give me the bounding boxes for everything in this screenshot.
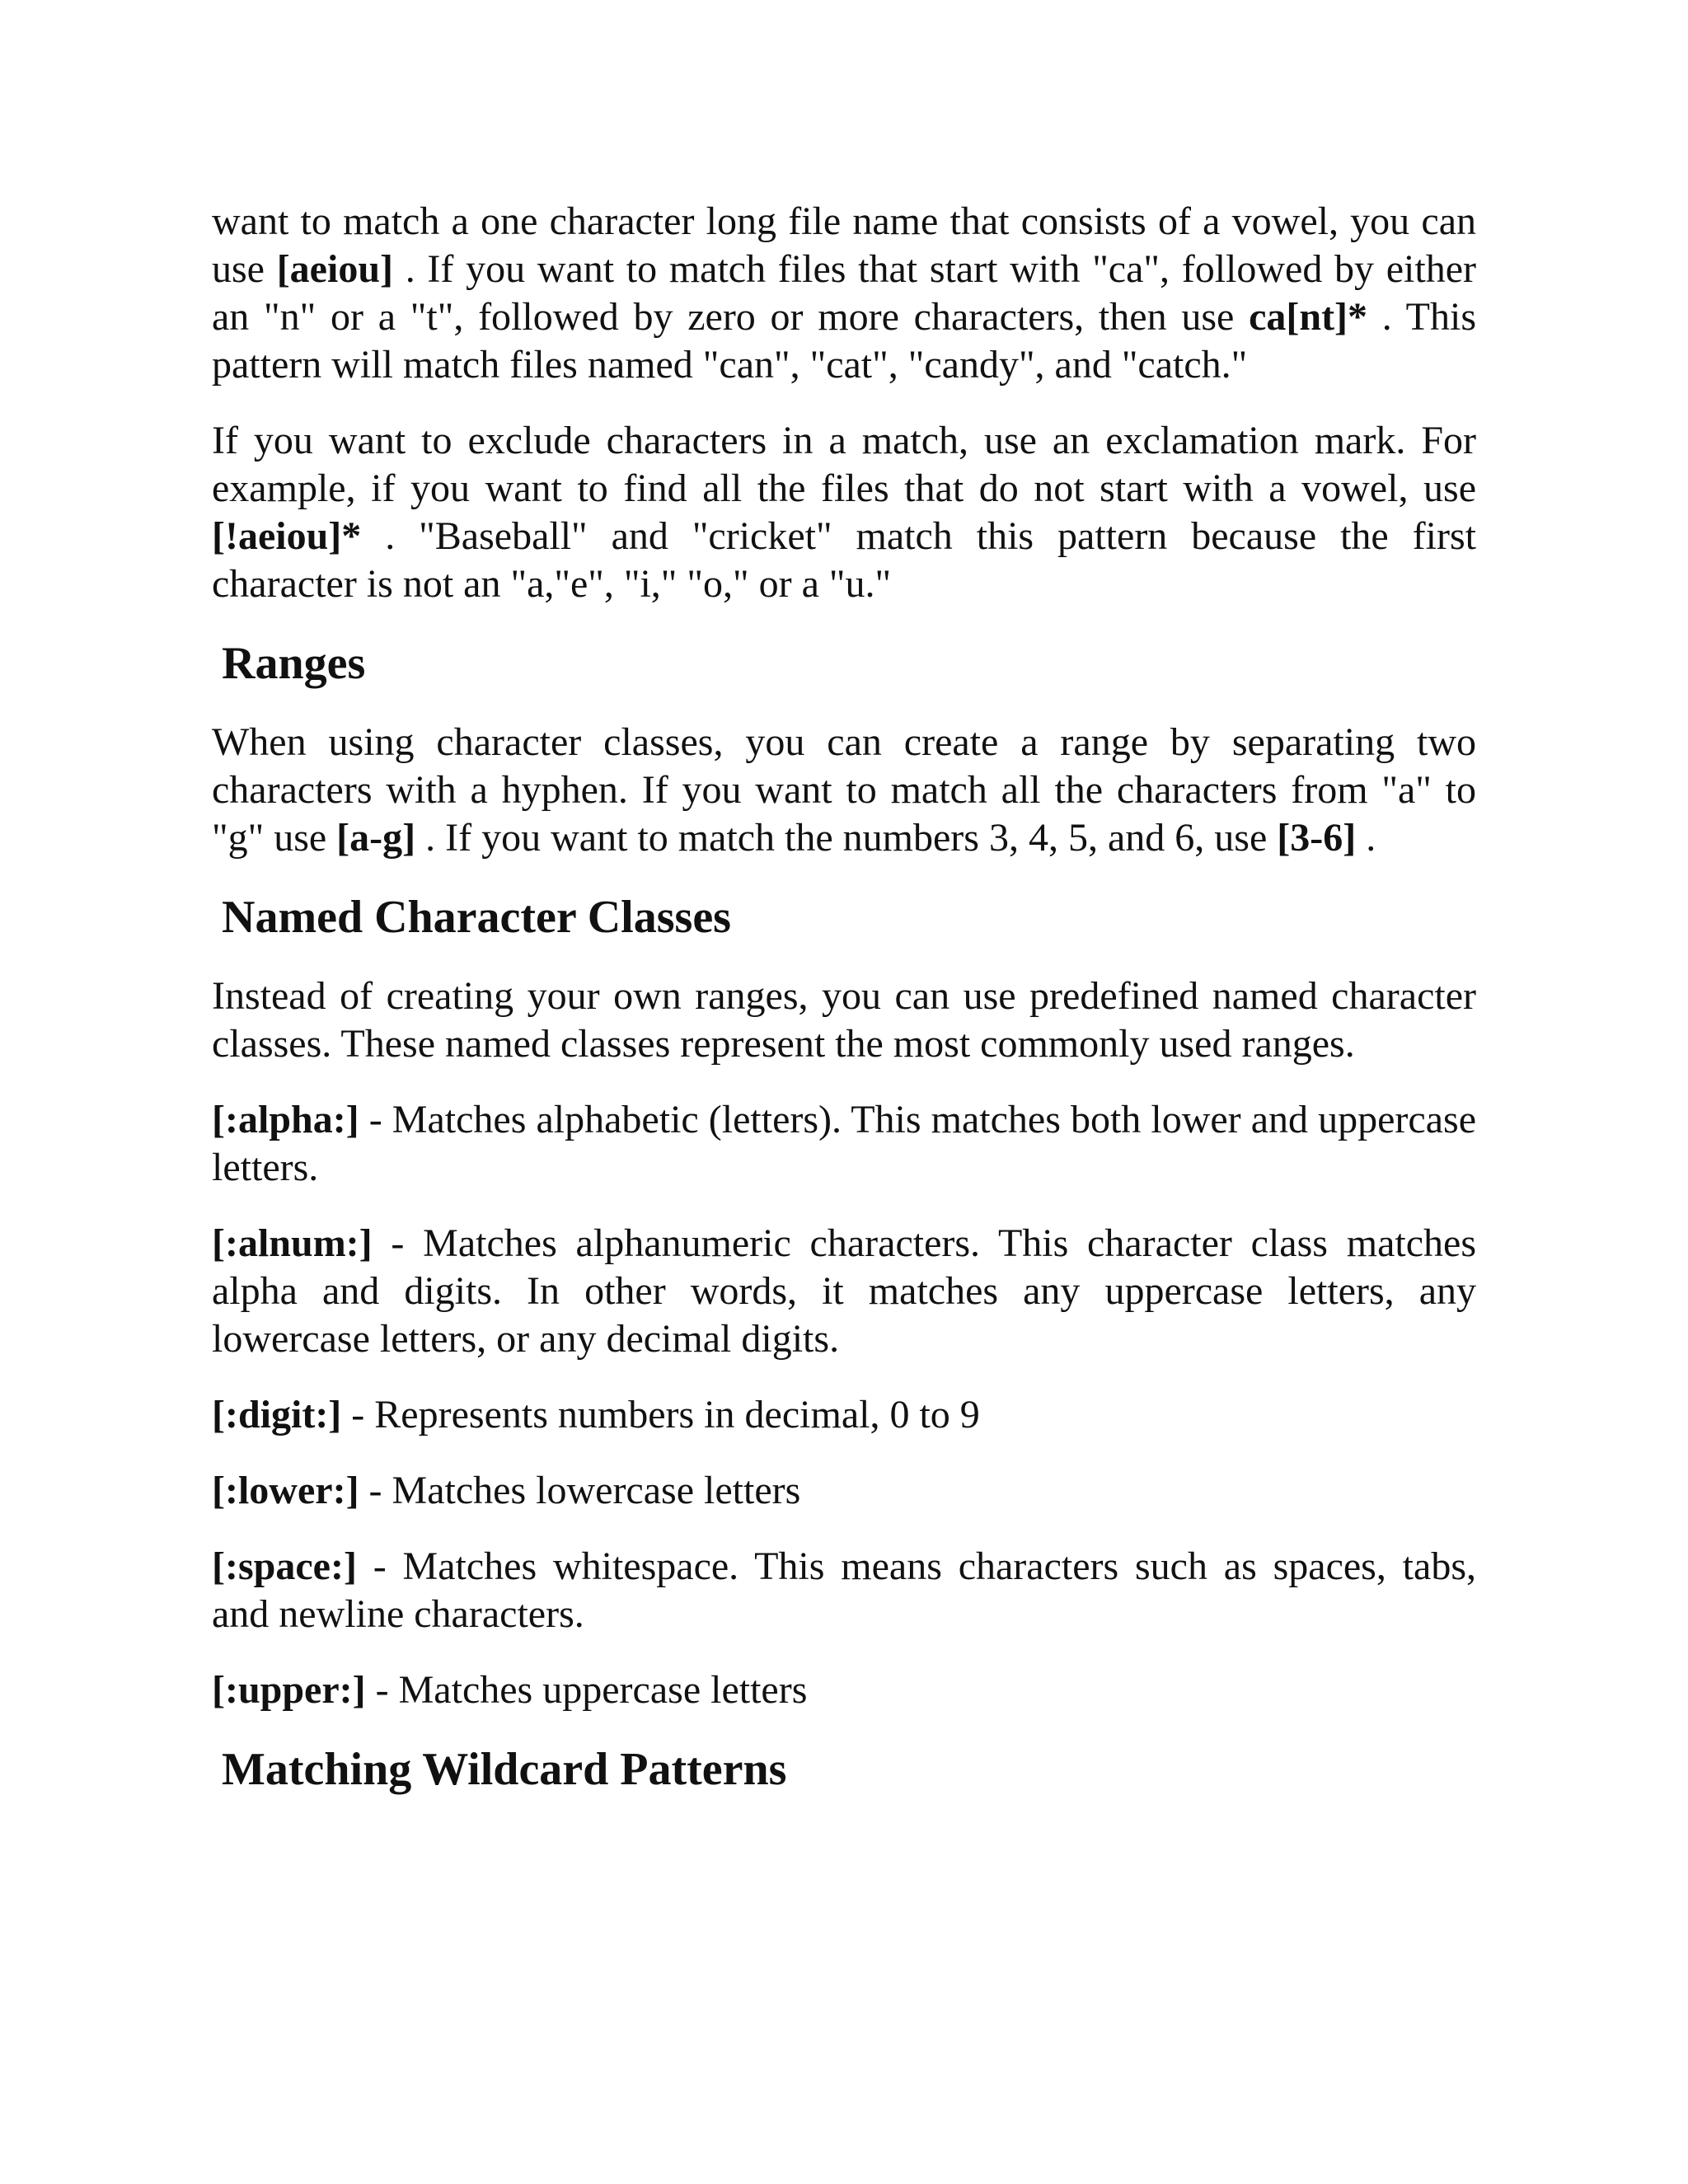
heading-named-character-classes: Named Character Classes — [222, 892, 731, 943]
class-term: [:digit:] — [212, 1393, 342, 1436]
code-ca-nt: ca[nt]* — [1249, 295, 1368, 339]
class-description: - Matches uppercase letters — [365, 1668, 808, 1712]
document-page — [212, 198, 1476, 1825]
class-item-alpha — [212, 1096, 1476, 1192]
class-description: - Represents numbers in decimal, 0 to 9 — [341, 1393, 980, 1436]
class-item-alnum — [212, 1220, 1476, 1363]
class-item-digit — [212, 1391, 1476, 1439]
heading-ranges: Ranges — [222, 638, 366, 689]
paragraph-ranges: When using character classes, you can create a range by separating two characters with a hyphen. If you want to match all the characters from "a" to "g" use [a-g] . If you want to match the numbers 3, 4, 5, and 6, use [3-6] . — [212, 720, 1476, 860]
class-description: - Matches alphabetic (letters). This matches both lower and uppercase letters. — [212, 1098, 1476, 1189]
paragraph-exclude-characters: If you want to exclude characters in a match, use an exclamation mark. For example, if you want to find all the files that do not start with a vowel, use [!aeiou]* . "Baseball" and "cricket" match this pattern because the first character is not an "a,"e", "i," "o," or a "u." — [212, 419, 1476, 606]
class-description: - Matches whitespace. This means characters such as spaces, tabs, and newline characters. — [212, 1544, 1476, 1636]
code-aeiou: [aeiou] — [276, 247, 393, 291]
code-not-aeiou: [!aeiou]* — [212, 514, 362, 558]
heading-matching-wildcard-patterns: Matching Wildcard Patterns — [222, 1744, 787, 1795]
class-term: [:alpha:] — [212, 1098, 359, 1141]
class-item-space — [212, 1543, 1476, 1638]
class-term: [:alnum:] — [212, 1221, 373, 1265]
paragraph-character-class-examples: want to match a one character long file name that consists of a vowel, you can use [aeiou] . If you want to match files that start with "ca", followed by either an "n" or a "t", followed by zero or more characters, then use ca[nt]* . This pattern will match files named "can", "cat", "candy", and "catch." — [212, 199, 1477, 387]
class-term: [:space:] — [212, 1544, 357, 1588]
class-description: - Matches lowercase letters — [359, 1469, 801, 1512]
code-3-6: [3-6] — [1277, 816, 1357, 860]
code-a-g: [a-g] — [336, 816, 416, 860]
class-item-lower — [212, 1467, 1476, 1515]
class-term: [:upper:] — [212, 1668, 366, 1712]
paragraph-named-classes-intro: Instead of creating your own ranges, you can use predefined named character classes. These named classes represent the most commonly used ranges. — [212, 974, 1476, 1066]
class-term: [:lower:] — [212, 1469, 359, 1512]
class-description: - Matches alphanumeric characters. This character class matches alpha and digits. In other words, it matches any uppercase letters, any lowercase letters, or any decimal digits. — [212, 1221, 1476, 1361]
class-item-upper — [212, 1666, 1476, 1714]
